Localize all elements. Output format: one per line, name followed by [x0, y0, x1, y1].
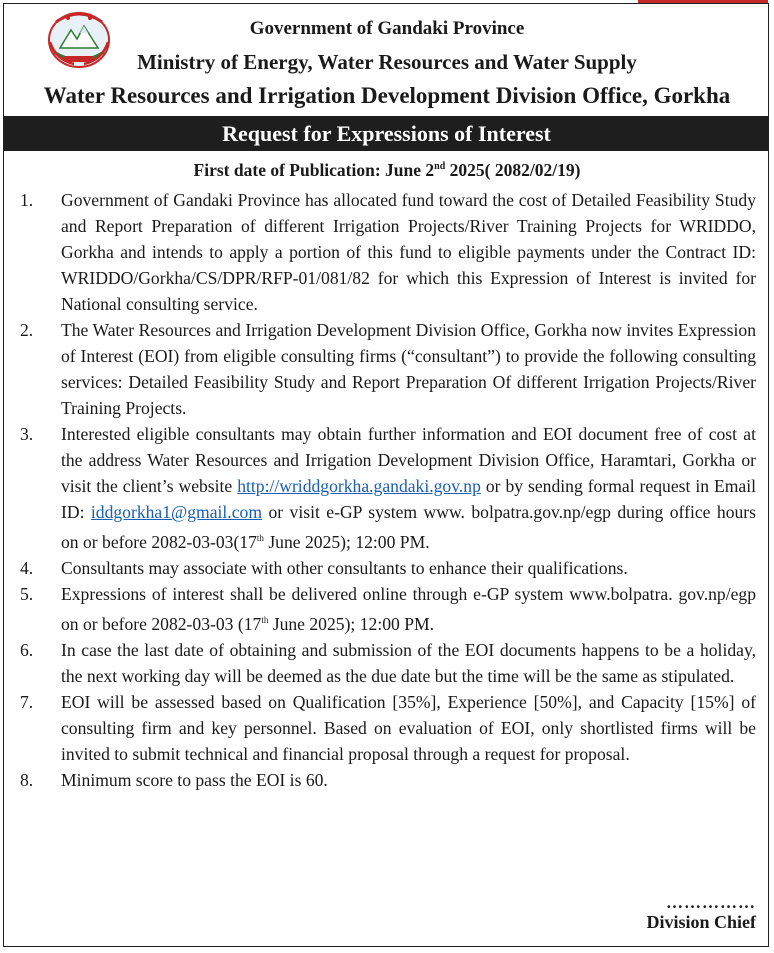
item-text: Interested eligible consultants may obtain further information and EOI document free of cost at the address Water Resources and Irrigation Development Division Office, Haramtari, Gorkha or visit the client’s website — [61, 424, 756, 496]
publication-date-sup: nd — [434, 161, 446, 173]
signature-title: Division Chief — [646, 912, 756, 932]
notice-title-banner: Request for Expressions of Interest — [4, 116, 769, 151]
list-item — [20, 317, 756, 421]
client-website-link[interactable]: http://wriddgorkha.gandaki.gov.np — [237, 476, 481, 496]
list-item — [20, 637, 756, 689]
item-text: June 2025); 12:00 PM. — [268, 613, 435, 634]
signature-dots: …………… — [666, 893, 756, 912]
item-number: 5. — [20, 583, 34, 604]
list-item — [20, 581, 756, 637]
notice-items-list — [20, 187, 756, 793]
ordinal-suffix: th — [256, 533, 264, 543]
header-ministry: Ministry of Energy, Water Resources and Water Supply — [137, 50, 637, 74]
item-number: 3. — [20, 424, 34, 444]
item-number: 2. — [20, 320, 34, 340]
item-text: In case the last date of obtaining and submission of the EOI documents happens to be a holiday, the next working day will be deemed as the due date but the time will be the same as stipulated. — [61, 639, 756, 686]
item-number: 8. — [20, 769, 34, 790]
item-number: 7. — [20, 691, 34, 712]
list-item — [20, 555, 756, 581]
item-text: Government of Gandaki Province has allocated fund toward the cost of Detailed Feasibility Study and Report Preparation of different Irrigation Projects/River Training Projects for WRIDDO, Gorkha and intends to apply a portion of this fund to eligible payments under the Contract ID: WRIDDO/Gorkha/CS/DPR/RFP-01/081/82 for which this Expression of Interest is invited for National consulting service. — [61, 190, 756, 314]
item-text: June 2025); 12:00 PM. — [263, 531, 430, 552]
header-office: Water Resources and Irrigation Development Division Office, Gorkha — [43, 83, 731, 108]
list-item — [20, 187, 756, 317]
header-government: Government of Gandaki Province — [249, 18, 525, 39]
item-text: Consultants may associate with other consultants to enhance their qualifications. — [61, 557, 628, 578]
item-text: Expressions of interest shall be delivered online through e-GP system www.bolpatra. gov.np/egp on or before 2082-03-03 (17 — [61, 583, 756, 634]
ordinal-suffix: th — [261, 614, 269, 625]
list-item — [20, 767, 756, 793]
publication-date-prefix: First date of Publication: June 2 — [193, 160, 435, 180]
publication-date — [0, 160, 774, 181]
item-text: EOI will be assessed based on Qualification [35%], Experience [50%], and Capacity [15%] of consulting firm and key personnel. Based on evaluation of EOI, only shortlisted firms will be invited to submit technical and financial proposal through a request for proposal. — [61, 691, 756, 764]
list-item — [20, 689, 756, 767]
item-text: The Water Resources and Irrigation Development Division Office, Gorkha now invites Expression of Interest (EOI) from eligible consulting firms (“consultant”) to provide the following consulting services: Detailed Feasibility Study and Report Preparation Of different Irrigation Projects/River Training Projects. — [61, 320, 756, 418]
list-item — [20, 421, 756, 555]
item-text: or by sending formal request in Email ID: — [61, 476, 756, 522]
item-number: 1. — [20, 190, 34, 210]
item-text: Minimum score to pass the EOI is 60. — [61, 769, 328, 790]
publication-date-suffix: 2025( 2082/02/19) — [445, 160, 581, 180]
item-text: or visit e-GP system www. bolpatra.gov.np/egp during office hours on or before 2082-03-03(17 — [61, 502, 756, 552]
item-number: 4. — [20, 557, 34, 578]
item-number: 6. — [20, 639, 34, 660]
email-link[interactable]: iddgorkha1@gmail.com — [90, 502, 262, 522]
